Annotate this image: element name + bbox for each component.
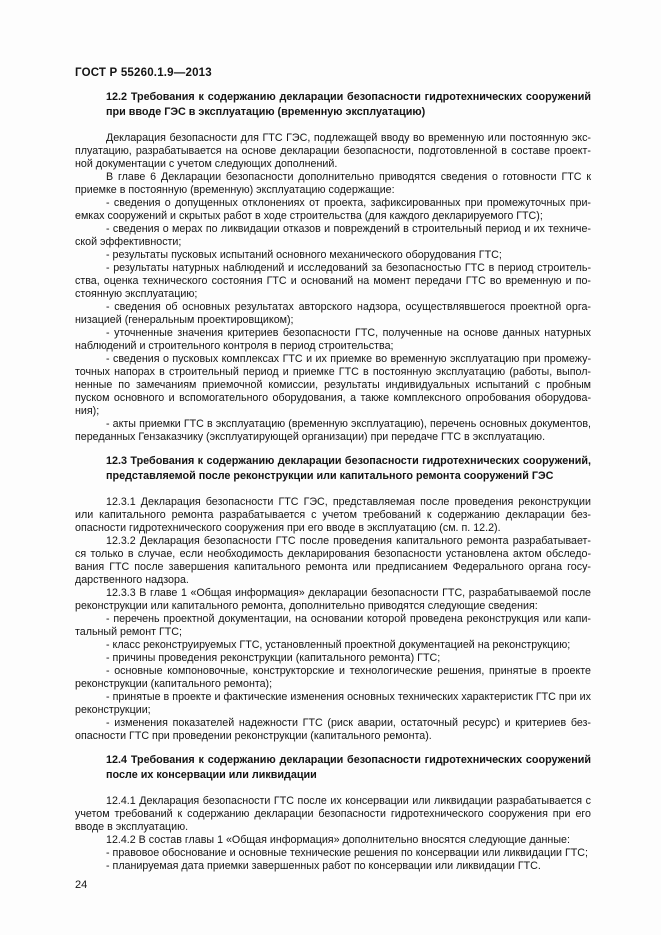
paragraph	[75, 847, 591, 860]
text-line: емках сооружений и скрытых работ в ходе строительства (для каждого декларируемого ГТС);	[75, 210, 543, 222]
paragraph	[75, 834, 591, 847]
paragraph	[75, 171, 591, 197]
paragraph	[75, 717, 591, 743]
paragraph	[75, 223, 591, 249]
paragraph	[75, 795, 591, 834]
paragraph	[75, 587, 591, 613]
text-line: 12.3 Требования к содержанию декларации безопасности гидротехнических сооружений,	[106, 455, 591, 467]
text-line: ства, оценка технического состояния ГТС и оснований на момент передачи ГТС во временную и по-	[75, 275, 591, 287]
text-line: - результаты натурных наблюдений и исследований за безопасностью ГТС в период строитель-	[106, 262, 591, 274]
text-line: В главе 6 Декларации безопасности дополнительно приводятся сведения о готовности ГТС к	[106, 171, 591, 183]
text-line: опасности ГТС при проведении реконструкции (капитального ремонта).	[75, 730, 432, 742]
text-line: - сведения о мерах по ликвидации отказов и повреждений в строительный период и их техниче-	[106, 223, 591, 235]
text-line: - причины проведения реконструкции (капитального ремонта) ГТС;	[106, 652, 441, 664]
text-line: 12.4.2 В состав главы 1 «Общая информация» дополнительно вносятся следующие данные:	[106, 834, 570, 846]
text-line: опасности гидротехнического сооружения при его вводе в эксплуатацию (см. п. 12.2).	[75, 522, 501, 534]
text-line: после их консервации или ликвидации	[106, 769, 317, 781]
text-line: вводе в эксплуатацию.	[75, 821, 189, 833]
text-line: ской эффективности;	[75, 236, 182, 248]
paragraph	[75, 496, 591, 535]
paragraph	[75, 691, 591, 717]
text-line: 12.3.2 Декларация безопасности ГТС после проведения капитального ремонта разрабатывает-	[106, 535, 591, 547]
section-heading-12-4	[106, 753, 591, 783]
text-line: стоянную эксплуатацию;	[75, 288, 198, 300]
text-line: 12.4 Требования к содержанию декларации безопасности гидротехнических сооружений	[106, 754, 591, 766]
text-line: Декларация безопасности для ГТС ГЭС, подлежащей вводу во временную или постоянную экс-	[106, 132, 591, 144]
text-line: - класс реконструируемых ГТС, установленный проектной документацией на реконструкцию;	[106, 639, 571, 651]
text-line: ной документации с учетом следующих дополнений.	[75, 158, 338, 170]
text-line: - перечень проектной документации, на основании которой проведена реконструкция или капи-	[106, 613, 591, 625]
document-blocks	[75, 90, 591, 873]
paragraph	[75, 301, 591, 327]
text-line: тальный ремонт ГТС;	[75, 626, 182, 638]
paragraph	[75, 249, 591, 262]
text-line: - принятые в проекте и фактические изменения основных технических характеристик ГТС при их	[106, 691, 591, 703]
text-line: - правовое обоснование и основные технические решения по консервации или ликвидации ГТС;	[106, 847, 588, 859]
text-line: 12.2 Требования к содержанию декларации безопасности гидротехнических сооружений	[106, 91, 591, 103]
text-line: ния);	[75, 405, 100, 417]
text-line: - результаты пусковых испытаний основного механического оборудования ГТС;	[106, 249, 502, 261]
paragraph	[75, 353, 591, 418]
paragraph	[75, 639, 591, 652]
page-number: 24	[75, 879, 88, 891]
paragraph	[75, 418, 591, 444]
section-heading-12-2	[106, 90, 591, 120]
paragraph	[75, 535, 591, 587]
text-line: точных напорах в строительный период и приемке ГТС в постоянную эксплуатацию (работы, выпол-	[75, 366, 591, 378]
text-line: 12.4.1 Декларация безопасности ГТС после их консервации или ликвидации разрабатывается с	[106, 795, 591, 807]
text-line: - основные компоновочные, конструкторские и технологические решения, принятые в проекте	[106, 665, 591, 677]
paragraph	[75, 132, 591, 171]
text-line: ся только в случае, если необходимость декларирования безопасности установлена актом обследо-	[75, 548, 591, 560]
paragraph	[75, 327, 591, 353]
text-line: - сведения о пусковых комплексах ГТС и их приемке во временную эксплуатацию при промежу-	[106, 353, 591, 365]
text-line: реконструкции;	[75, 704, 151, 716]
paragraph	[75, 665, 591, 691]
text-line: - планируемая дата приемки завершенных работ по консервации или ликвидации ГТС.	[106, 860, 541, 872]
paragraph	[75, 262, 591, 301]
text-line: пуском основного и вспомогательного оборудования, а также комплексного опробования оборудова-	[75, 392, 591, 404]
section-heading-12-3	[106, 454, 591, 484]
paragraph	[75, 197, 591, 223]
paragraph	[75, 652, 591, 665]
text-line: вания ГТС после завершения капитального ремонта или предписанием Федерального органа госу-	[75, 561, 591, 573]
text-line: реконструкции или капитального ремонта, дополнительно приводятся следующие сведения:	[75, 600, 538, 612]
text-line: - сведения о допущенных отклонениях от проекта, зафиксированных при промежуточных при-	[106, 197, 591, 209]
text-line: представляемой после реконструкции или капитального ремонта сооружений ГЭС	[106, 470, 554, 482]
text-line: плуатацию, разрабатывается на основе декларации безопасности, подготовленной в составе проект-	[75, 145, 591, 157]
text-line: ненные по замечаниям приемочной комиссии, результаты индивидуальных испытаний с пробным	[75, 379, 591, 391]
text-line: дарственного надзора.	[75, 574, 189, 586]
text-line: наблюдений и строительного контроля в период строительства;	[75, 340, 394, 352]
text-line: переданных Гензаказчику (эксплуатирующей организации) при передаче ГТС в эксплуатацию.	[75, 431, 546, 443]
text-line: реконструкции (капитального ремонта);	[75, 678, 273, 690]
text-line: низацией (генеральным проектировщиком);	[75, 314, 294, 326]
text-line: учетом требований к содержанию декларации безопасности гидротехнического сооружения при его	[75, 808, 591, 820]
text-line: приемке в постоянную (временную) эксплуатацию содержащие:	[75, 184, 395, 196]
text-line: - уточненные значения критериев безопасности ГТС, полученные на основе данных натурных	[106, 327, 591, 339]
text-line: или капитального ремонта разрабатывается с учетом требований к содержанию декларации без-	[75, 509, 591, 521]
text-line: при вводе ГЭС в эксплуатацию (временную эксплуатацию)	[106, 106, 426, 118]
paragraph	[75, 860, 591, 873]
text-line: 12.3.3 В главе 1 «Общая информация» декларации безопасности ГТС, разрабатываемой после	[106, 587, 591, 599]
document-number-header: ГОСТ Р 55260.1.9—2013	[75, 67, 212, 79]
text-line: - сведения об основных результатах авторского надзора, осуществлявшегося проектной орга-	[106, 301, 591, 313]
text-line: 12.3.1 Декларация безопасности ГТС ГЭС, представляемая после проведения реконструкции	[106, 496, 591, 508]
paragraph	[75, 613, 591, 639]
text-line: - изменения показателей надежности ГТС (риск аварии, остаточный ресурс) и критериев без-	[106, 717, 591, 729]
text-line: - акты приемки ГТС в эксплуатацию (временную эксплуатацию), перечень основных документов,	[106, 418, 591, 430]
